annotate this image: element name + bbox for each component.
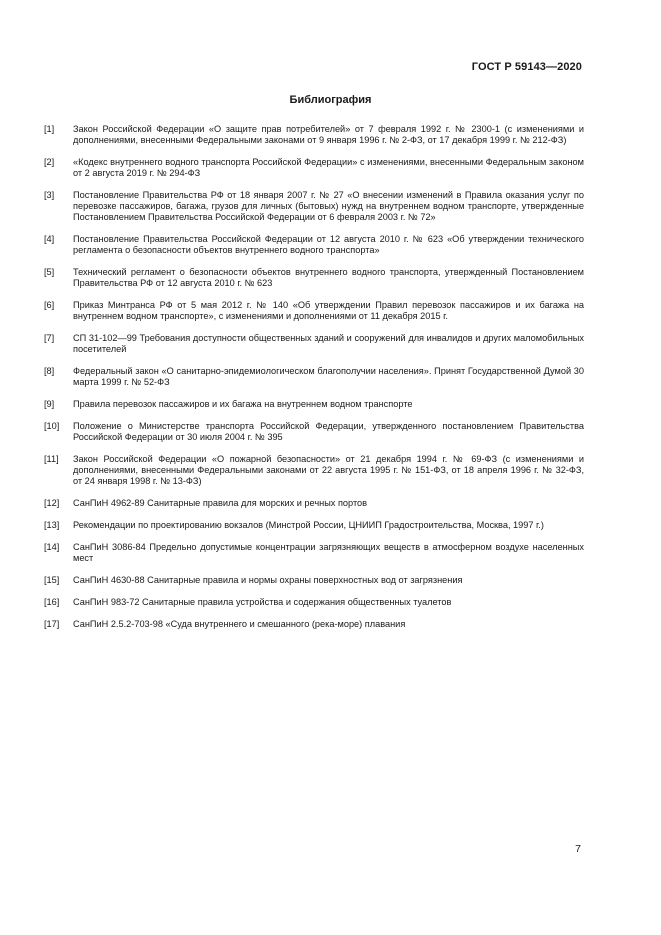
entry-text: Постановление Правительства Российской Федерации от 12 августа 2010 г. № 623 «Об утверждении технического регламента о безопасности объектов внутреннего водного транспорта» (73, 234, 584, 255)
entry-number: [3] (44, 190, 55, 200)
bibliography-entry (44, 575, 584, 586)
entry-text: «Кодекс внутреннего водного транспорта Российской Федерации» с изменениями, внесенными Федеральным законом от 2 августа 2019 г. № 294-ФЗ (73, 157, 584, 178)
entry-text: СП 31-102—99 Требования доступности общественных зданий и сооружений для инвалидов и других маломобильных посетителей (73, 333, 584, 354)
bibliography-entry (44, 366, 584, 388)
bibliography-entry (44, 234, 584, 256)
bibliography-entry (44, 498, 584, 509)
entry-number: [9] (44, 399, 55, 409)
entry-number: [13] (44, 520, 60, 530)
bibliography-entry (44, 520, 584, 531)
bibliography-entry (44, 300, 584, 322)
entry-number: [5] (44, 267, 55, 277)
entry-text: Закон Российской Федерации «О защите прав потребителей» от 7 февраля 1992 г. № 2300-1 (с изменениями и дополнениями, внесенными Федеральными законами от 9 января 1996 г. № 2-ФЗ, от 17 декабря 1999 г. № 212-ФЗ) (73, 124, 584, 145)
entry-number: [6] (44, 300, 55, 310)
entry-text: СанПиН 983-72 Санитарные правила устройства и содержания общественных туалетов (73, 597, 452, 607)
entry-text: СанПиН 4630-88 Санитарные правила и нормы охраны поверхностных вод от загрязнения (73, 575, 463, 585)
bibliography-entry (44, 267, 584, 289)
entry-text: Рекомендации по проектированию вокзалов (Минстрой России, ЦНИИП Градостроительства, Москва, 1997 г.) (73, 520, 544, 530)
bibliography-entry (44, 597, 584, 608)
entry-number: [14] (44, 542, 60, 552)
document-standard-number: ГОСТ Р 59143—2020 (471, 61, 582, 73)
entry-number: [1] (44, 124, 55, 134)
page-title: Библиография (289, 94, 372, 106)
bibliography-entry (44, 619, 584, 630)
bibliography-entry (44, 454, 584, 487)
page-number: 7 (575, 843, 581, 855)
entry-text: Постановление Правительства РФ от 18 января 2007 г. № 27 «О внесении изменений в Правила оказания услуг по перевозке пассажиров, багажа, грузов для личных (бытовых) нужд на внутреннем водном транспорте, утвержденные Постановлением Правительства Российской Федерации от 6 февраля 2003 г. № 72» (73, 190, 584, 222)
entry-number: [16] (44, 597, 60, 607)
entry-text: Федеральный закон «О санитарно-эпидемиологическом благополучии населения». Принят Государственной Думой 30 марта 1999 г. № 52-ФЗ (73, 366, 584, 387)
entry-text: СанПиН 3086-84 Предельно допустимые концентрации загрязняющих веществ в атмосферном воздухе населенных мест (73, 542, 584, 563)
bibliography-list (44, 124, 584, 641)
bibliography-entry (44, 157, 584, 179)
entry-text: СанПиН 2.5.2-703-98 «Суда внутреннего и смешанного (река-море) плавания (73, 619, 406, 629)
entry-number: [15] (44, 575, 60, 585)
entry-text: СанПиН 4962-89 Санитарные правила для морских и речных портов (73, 498, 368, 508)
entry-text: Закон Российской Федерации «О пожарной безопасности» от 21 декабря 1994 г. № 69-ФЗ (с изменениями и дополнениями, внесенными Федеральными законами от 22 августа 1995 г. № 151-ФЗ, от 18 апреля 1996 г. № 32-ФЗ, от 24 января 1998 г. № 13-ФЗ) (73, 454, 584, 486)
bibliography-entry (44, 542, 584, 564)
bibliography-entry (44, 399, 584, 410)
entry-text: Технический регламент о безопасности объектов внутреннего водного транспорта, утвержденный Постановлением Правительства РФ от 12 августа 2010 г. № 623 (73, 267, 584, 288)
entry-number: [8] (44, 366, 55, 376)
bibliography-entry (44, 124, 584, 146)
entry-text: Приказ Минтранса РФ от 5 мая 2012 г. № 140 «Об утверждении Правил перевозок пассажиров и их багажа на внутреннем водном транспорте», с изменениями и дополнениями от 11 декабря 2015 г. (73, 300, 584, 321)
entry-number: [7] (44, 333, 55, 343)
bibliography-entry (44, 333, 584, 355)
entry-number: [11] (44, 454, 59, 464)
entry-number: [12] (44, 498, 60, 508)
entry-number: [4] (44, 234, 55, 244)
bibliography-entry (44, 421, 584, 443)
bibliography-entry (44, 190, 584, 223)
entry-number: [2] (44, 157, 55, 167)
entry-text: Правила перевозок пассажиров и их багажа на внутреннем водном транспорте (73, 399, 413, 409)
entry-number: [10] (44, 421, 60, 431)
entry-text: Положение о Министерстве транспорта Российской Федерации, утвержденного постановлением Правительства Российской Федерации от 30 июля 2004 г. № 395 (73, 421, 584, 442)
entry-number: [17] (44, 619, 60, 629)
